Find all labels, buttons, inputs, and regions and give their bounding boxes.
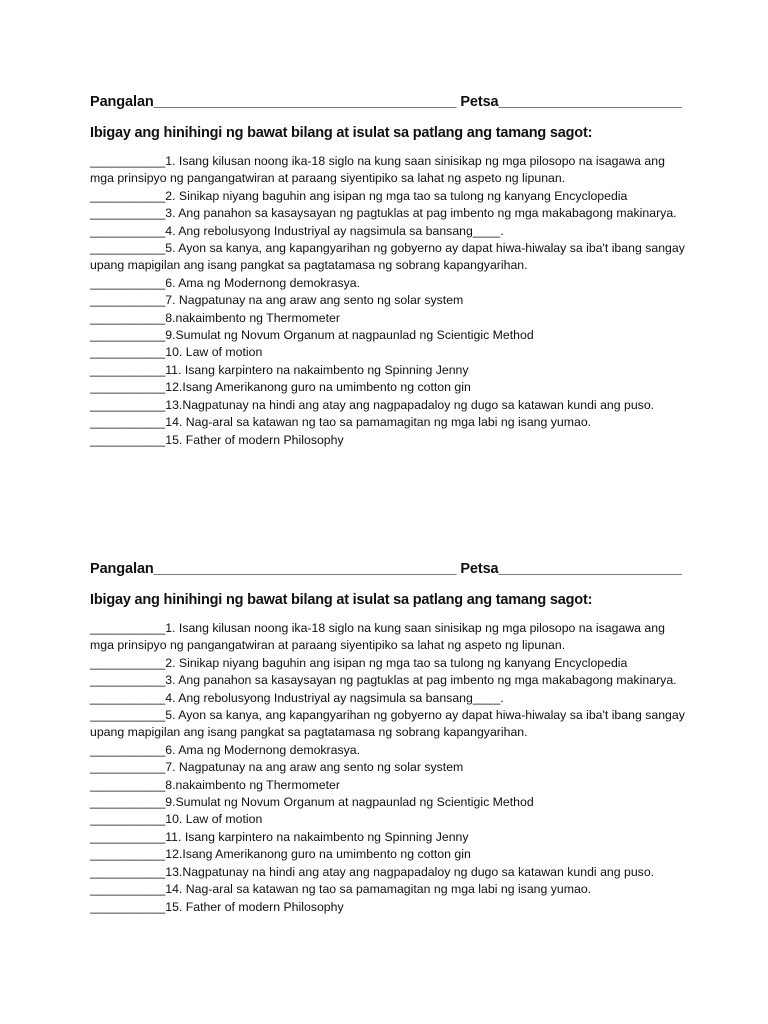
- question-item-9: ___________9.Sumulat ng Novum Organum at nagpaunlad ng Scientigic Method: [90, 795, 534, 810]
- question-item-3: ___________3. Ang panahon sa kasaysayan ng pagtuklas at pag imbento ng mga makabagong makinarya.: [90, 673, 677, 688]
- question-item-11: ___________11. Isang karpintero na nakaimbento ng Spinning Jenny: [90, 362, 469, 377]
- question-item-15: ___________15. Father of modern Philosophy: [90, 432, 344, 447]
- name-field-label: Pangalan______________________________________: [90, 94, 457, 110]
- name-field-label: Pangalan______________________________________: [90, 561, 457, 577]
- question-item-7: ___________7. Nagpatunay na ang araw ang sento ng solar system: [90, 760, 464, 775]
- question-item-4: ___________4. Ang rebolusyong Industriyal ay nagsimula sa bansang____.: [90, 690, 504, 705]
- instruction-heading: Ibigay ang hinihingi ng bawat bilang at isulat sa patlang ang tamang sagot:: [90, 125, 593, 141]
- question-item-14: ___________14. Nag-aral sa katawan ng tao sa pamamagitan ng mga labi ng isang yumao.: [90, 415, 592, 430]
- question-list: [90, 620, 690, 916]
- question-item-6: ___________6. Ama ng Modernong demokrasya.: [90, 275, 361, 290]
- question-item-10: ___________10. Law of motion: [90, 812, 263, 827]
- question-item-1: ___________1. Isang kilusan noong ika-18 siglo na kung saan sinisikap ng mga pilosopo na isagawa ang mga prinsipyo ng pangangatwiran at paraang siyentipiko sa lahat ng aspeto ng lipunan.: [90, 621, 665, 653]
- question-item-14: ___________14. Nag-aral sa katawan ng tao sa pamamagitan ng mga labi ng isang yumao.: [90, 882, 592, 897]
- question-item-7: ___________7. Nagpatunay na ang araw ang sento ng solar system: [90, 293, 464, 308]
- question-item-4: ___________4. Ang rebolusyong Industriyal ay nagsimula sa bansang____.: [90, 223, 504, 238]
- date-field-label: Petsa_______________________: [460, 94, 682, 110]
- question-item-13: ___________13.Nagpatunay na hindi ang atay ang nagpapadaloy ng dugo sa katawan kundi ang puso.: [90, 864, 655, 879]
- question-item-6: ___________6. Ama ng Modernong demokrasya.: [90, 742, 361, 757]
- worksheet-bottom: [90, 560, 690, 916]
- question-item-15: ___________15. Father of modern Philosophy: [90, 899, 344, 914]
- question-item-12: ___________12.Isang Amerikanong guro na umimbento ng cotton gin: [90, 847, 471, 862]
- question-item-9: ___________9.Sumulat ng Novum Organum at nagpaunlad ng Scientigic Method: [90, 328, 534, 343]
- question-list: [90, 153, 690, 449]
- question-item-12: ___________12.Isang Amerikanong guro na umimbento ng cotton gin: [90, 380, 471, 395]
- date-field-label: Petsa_______________________: [460, 561, 682, 577]
- question-item-11: ___________11. Isang karpintero na nakaimbento ng Spinning Jenny: [90, 829, 469, 844]
- question-item-2: ___________2. Sinikap niyang baguhin ang isipan ng mga tao sa tulong ng kanyang Encyclopedia: [90, 188, 628, 203]
- header-line: [90, 560, 690, 578]
- question-item-13: ___________13.Nagpatunay na hindi ang atay ang nagpapadaloy ng dugo sa katawan kundi ang puso.: [90, 397, 655, 412]
- header-line: [90, 93, 690, 111]
- question-item-8: ___________8.nakaimbento ng Thermometer: [90, 777, 340, 792]
- question-item-8: ___________8.nakaimbento ng Thermometer: [90, 310, 340, 325]
- question-item-5: ___________5. Ayon sa kanya, ang kapangyarihan ng gobyerno ay dapat hiwa-hiwalay sa iba't ibang sangay upang mapigilan ang isang pangkat sa pagtatamasa ng sobrang kapangyarihan.: [90, 708, 685, 740]
- question-item-5: ___________5. Ayon sa kanya, ang kapangyarihan ng gobyerno ay dapat hiwa-hiwalay sa iba't ibang sangay upang mapigilan ang isang pangkat sa pagtatamasa ng sobrang kapangyarihan.: [90, 241, 685, 273]
- worksheet-top: [90, 93, 690, 449]
- instruction-heading: Ibigay ang hinihingi ng bawat bilang at isulat sa patlang ang tamang sagot:: [90, 592, 593, 608]
- question-item-2: ___________2. Sinikap niyang baguhin ang isipan ng mga tao sa tulong ng kanyang Encyclopedia: [90, 655, 628, 670]
- question-item-1: ___________1. Isang kilusan noong ika-18 siglo na kung saan sinisikap ng mga pilosopo na isagawa ang mga prinsipyo ng pangangatwiran at paraang siyentipiko sa lahat ng aspeto ng lipunan.: [90, 154, 665, 186]
- question-item-3: ___________3. Ang panahon sa kasaysayan ng pagtuklas at pag imbento ng mga makabagong makinarya.: [90, 206, 677, 221]
- question-item-10: ___________10. Law of motion: [90, 345, 263, 360]
